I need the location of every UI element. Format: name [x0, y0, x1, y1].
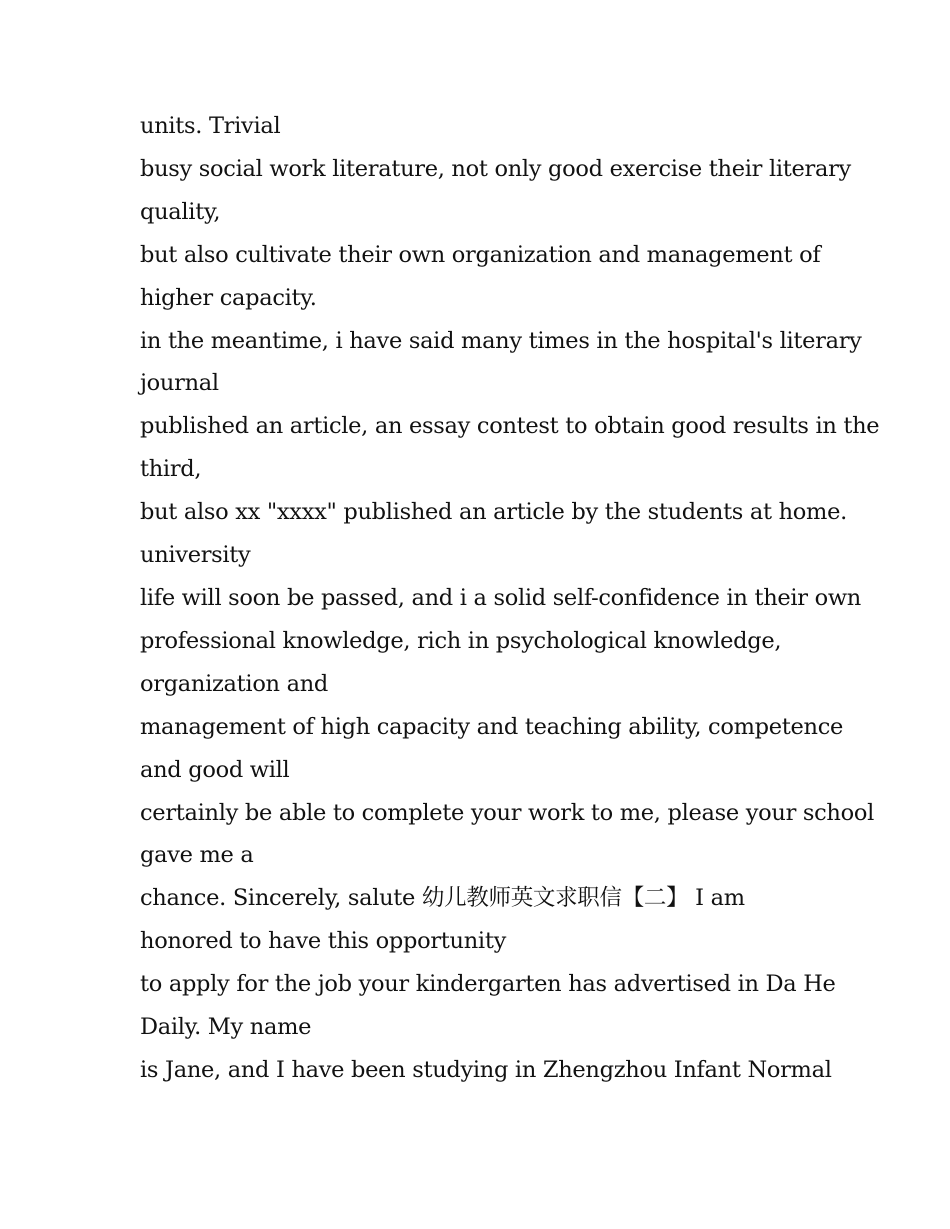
text-line: professional knowledge, rich in psychological knowledge, [140, 627, 782, 654]
text-line: is Jane, and I have been studying in Zhengzhou Infant Normal [140, 1056, 832, 1083]
text-line: and good will [140, 756, 290, 783]
text-line: chance. Sincerely, salute 幼儿教师英文求职信【二】 I am [140, 885, 745, 912]
text-line: quality, [140, 198, 221, 225]
text-line: higher capacity. [140, 284, 317, 311]
text-line: organization and [140, 670, 329, 697]
text-line: honored to have this opportunity [140, 928, 506, 955]
text-line: busy social work literature, not only good exercise their literary [140, 155, 851, 182]
text-line: units. Trivial [140, 113, 281, 139]
text-line: management of high capacity and teaching ability, competence [140, 713, 844, 740]
text-line: university [140, 542, 251, 569]
text-line: but also cultivate their own organization and management of [140, 241, 821, 268]
text-line: life will soon be passed, and i a solid self-confidence in their own [140, 584, 862, 611]
text-line: third, [140, 456, 202, 483]
text-line: published an article, an essay contest to obtain good results in the [140, 413, 880, 440]
text-line: journal [140, 370, 219, 397]
text-line: but also xx "xxxx" published an article by the students at home. [140, 499, 847, 526]
text-line: to apply for the job your kindergarten has advertised in Da He [140, 971, 836, 998]
text-line: in the meantime, i have said many times in the hospital's literary [140, 327, 862, 354]
text-line: Daily. My name [140, 1014, 312, 1041]
body-text [140, 105, 880, 1092]
text-line: certainly be able to complete your work to me, please your school [140, 799, 874, 826]
text-line: gave me a [140, 842, 254, 869]
